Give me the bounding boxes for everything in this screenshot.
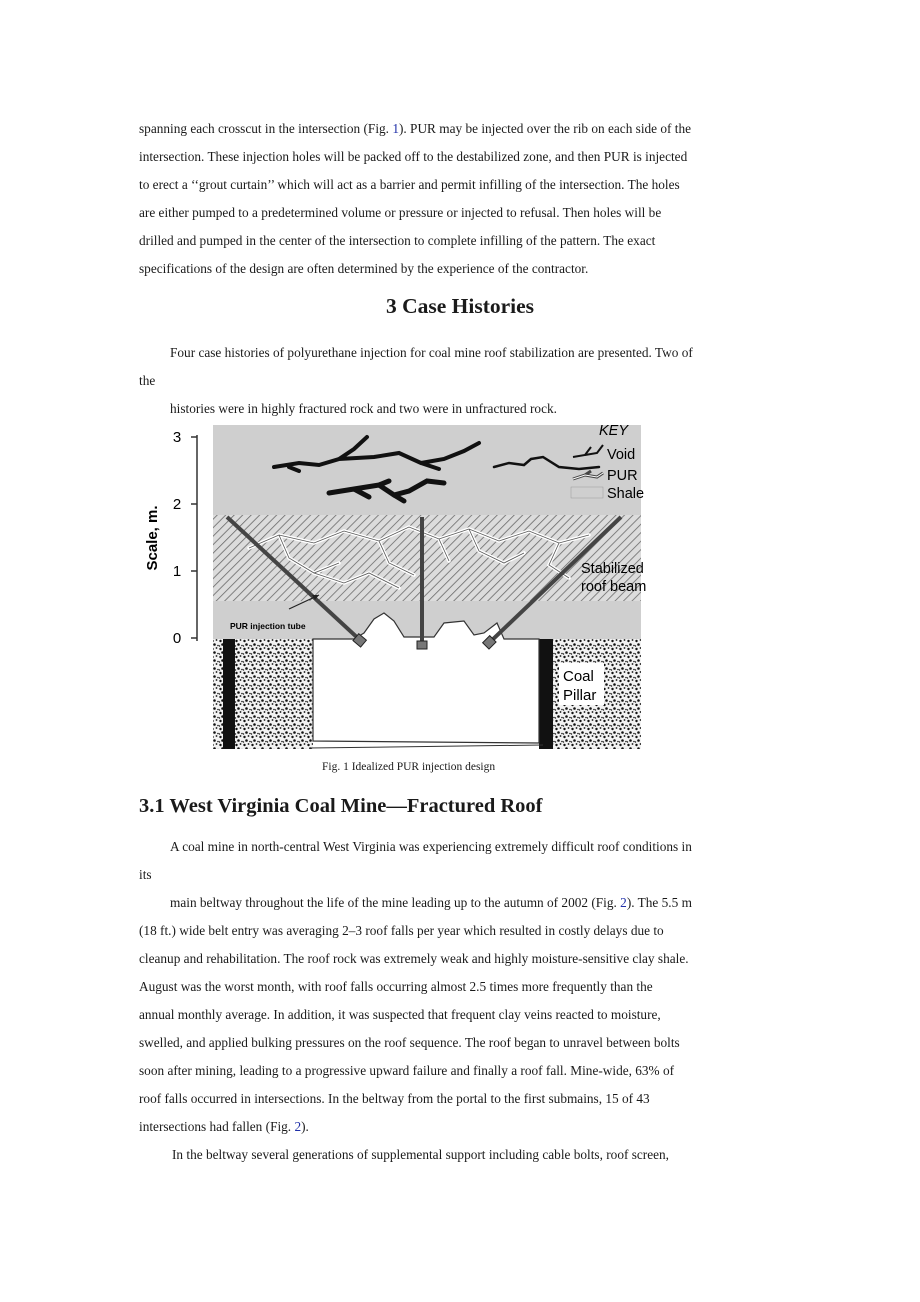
paragraph-design-description	[139, 115, 781, 283]
text-line: specifications of the design are often determined by the experience of the contractor.	[139, 261, 589, 276]
text-line: (18 ft.) wide belt entry was averaging 2–3 roof falls per year which resulted in costly delays due to	[139, 923, 664, 938]
text-line: ).	[301, 1119, 309, 1134]
text-line: main beltway throughout the life of the mine leading up to the autumn of 2002 (Fig.	[170, 895, 621, 910]
tube-label: PUR injection tube	[230, 621, 306, 631]
text-line: intersection. These injection holes will be packed off to the destabilized zone, and then PUR is injected	[139, 149, 688, 164]
key-title: KEY	[599, 423, 629, 439]
shale-lower-layer	[213, 601, 641, 639]
key-label: Void	[607, 447, 636, 463]
text-line: soon after mining, leading to a progressive upward failure and finally a roof fall. Mine-wide, 63% of	[139, 1063, 675, 1078]
floor-line	[309, 745, 543, 748]
text-line: ). The 5.5 m	[626, 895, 692, 910]
text-line: ). PUR may be injected over the rib on each side of the	[398, 121, 692, 136]
tick-label: 1	[172, 563, 182, 580]
text-line: to erect a ‘‘grout curtain’’ which will act as a barrier and permit infilling of the intersection. The holes	[139, 177, 680, 192]
tick-label: 0	[172, 630, 182, 647]
text-line: Four case histories of polyurethane injection for coal mine roof stabilization are presented. Two of	[170, 345, 693, 360]
tick-label: 2	[172, 496, 182, 513]
figure-link[interactable]: 2	[620, 895, 627, 910]
beam-label: roof beam	[581, 579, 647, 595]
figure-link[interactable]: 2	[294, 1119, 302, 1134]
tick-label: 3	[172, 429, 182, 446]
subsection-heading: 3.1 West Virginia Coal Mine—Fractured Roof	[139, 795, 543, 817]
text-line: cleanup and rehabilitation. The roof rock was extremely weak and highly moisture-sensitive clay shale.	[139, 951, 689, 966]
beam-label: Stabilized	[581, 561, 644, 577]
page-content	[139, 115, 781, 1169]
text-line: histories were in highly fractured rock and two were in unfractured rock.	[170, 401, 557, 416]
text-line: swelled, and applied bulking pressures on the roof sequence. The roof began to unravel between bolts	[139, 1035, 680, 1050]
text-line: intersections had fallen (Fig.	[139, 1119, 295, 1134]
figure-link[interactable]: 1	[392, 121, 399, 136]
axis-label: Scale, m.	[144, 505, 161, 571]
pillar-shade	[539, 639, 553, 749]
figure	[139, 423, 781, 785]
key-label: PUR	[607, 468, 638, 484]
text-line: its	[139, 867, 152, 882]
pillar-shade	[223, 639, 235, 749]
shale-key-icon	[571, 487, 603, 498]
figure-caption: Fig. 1 Idealized PUR injection design	[322, 761, 496, 773]
section-heading: 3 Case Histories	[385, 294, 535, 318]
text-line: August was the worst month, with roof falls occurring almost 2.5 times more frequently than the	[139, 979, 653, 994]
pillar-label: Pillar	[563, 687, 597, 704]
key-label: Shale	[607, 486, 645, 502]
text-line: A coal mine in north-central West Virginia was experiencing extremely difficult roof conditions in	[170, 839, 692, 854]
pillar-label: Coal	[563, 668, 594, 685]
text-line: annual monthly average. In addition, it was suspected that frequent clay veins reacted to moisture,	[139, 1007, 661, 1022]
paragraph-case-intro	[139, 339, 781, 423]
text-line: drilled and pumped in the center of the intersection to complete infilling of the pattern. The exact	[139, 233, 656, 248]
text-line: spanning each crosscut in the intersection (Fig.	[139, 121, 393, 136]
text-line: roof falls occurred in intersections. In the beltway from the portal to the first submains, 15 of 43	[139, 1091, 650, 1106]
text-line: are either pumped to a predetermined volume or pressure or injected to refusal. Then holes will be	[139, 205, 662, 220]
text-line: In the beltway several generations of supplemental support including cable bolts, roof screen,	[172, 1147, 670, 1162]
text-line: the	[139, 373, 156, 388]
paragraph-west-virginia	[139, 833, 781, 1169]
pur-injection-diagram	[139, 423, 699, 758]
tube-collar	[417, 641, 427, 649]
